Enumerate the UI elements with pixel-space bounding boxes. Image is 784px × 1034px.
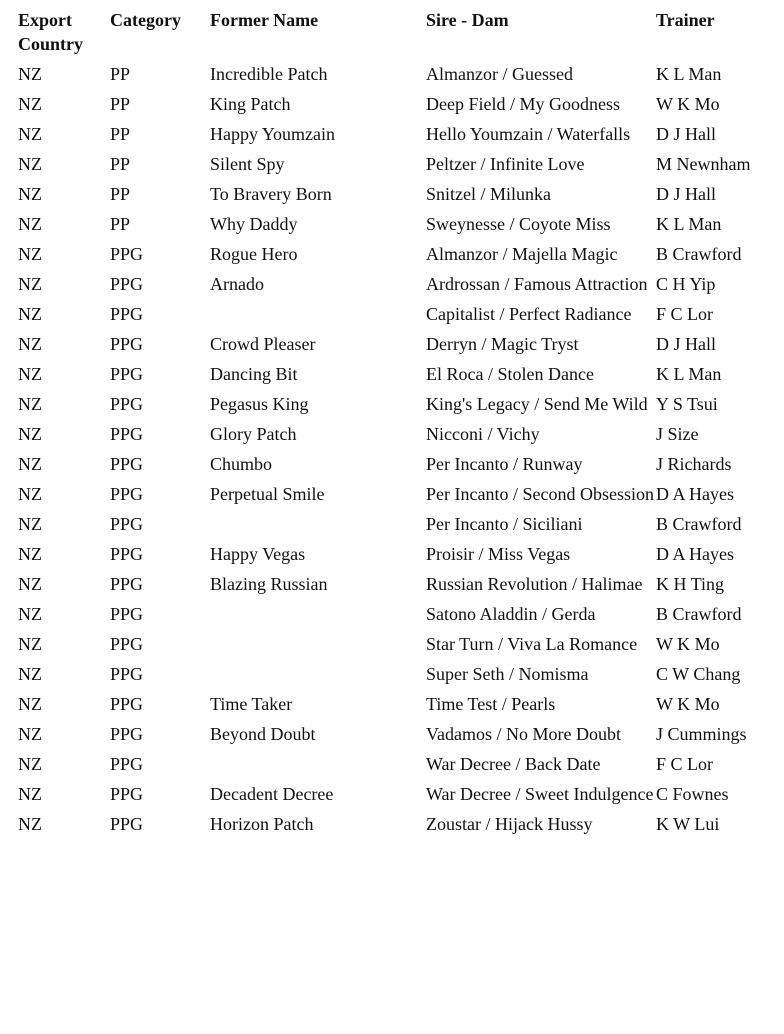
cell-category: PPG <box>110 454 144 474</box>
cell-sire-dam: Russian Revolution / Halimae <box>426 574 643 594</box>
table-row <box>18 692 778 716</box>
cell-trainer: K W Lui <box>656 814 720 834</box>
cell-former-name: Glory Patch <box>210 424 297 444</box>
table-row <box>18 602 778 626</box>
cell-export-country: NZ <box>18 394 42 414</box>
table-row <box>18 452 778 476</box>
cell-sire-dam: Proisir / Miss Vegas <box>426 544 571 564</box>
cell-former-name: Pegasus King <box>210 394 309 414</box>
table-row <box>18 542 778 566</box>
cell-former-name: Chumbo <box>210 454 273 474</box>
cell-trainer: K H Ting <box>656 574 725 594</box>
table-row <box>18 362 778 386</box>
cell-export-country: NZ <box>18 484 42 504</box>
cell-export-country: NZ <box>18 304 42 324</box>
cell-sire-dam: Star Turn / Viva La Romance <box>426 634 638 654</box>
cell-export-country: NZ <box>18 64 42 84</box>
cell-export-country: NZ <box>18 124 42 144</box>
cell-export-country: NZ <box>18 694 42 714</box>
cell-sire-dam: King's Legacy / Send Me Wild <box>426 394 648 414</box>
header-category: Category <box>110 10 181 30</box>
cell-trainer: K L Man <box>656 64 722 84</box>
cell-trainer: Y S Tsui <box>656 394 718 414</box>
cell-category: PPG <box>110 274 144 294</box>
cell-category: PPG <box>110 574 144 594</box>
cell-former-name: Decadent Decree <box>210 784 334 804</box>
cell-sire-dam: Almanzor / Majella Magic <box>426 244 618 264</box>
cell-category: PP <box>110 214 131 234</box>
cell-trainer: F C Lor <box>656 304 714 324</box>
cell-export-country: NZ <box>18 334 42 354</box>
cell-former-name: Rogue Hero <box>210 244 298 264</box>
cell-category: PPG <box>110 364 144 384</box>
cell-sire-dam: Hello Youmzain / Waterfalls <box>426 124 631 144</box>
cell-category: PP <box>110 124 131 144</box>
cell-trainer: W K Mo <box>656 694 720 714</box>
table-row <box>18 332 778 356</box>
table-row <box>18 512 778 536</box>
table-row <box>18 812 778 836</box>
table-row <box>18 722 778 746</box>
cell-former-name: To Bravery Born <box>210 184 332 204</box>
cell-export-country: NZ <box>18 664 42 684</box>
cell-category: PPG <box>110 334 144 354</box>
cell-sire-dam: Sweynesse / Coyote Miss <box>426 214 611 234</box>
cell-former-name: Silent Spy <box>210 154 285 174</box>
cell-trainer: C Fownes <box>656 784 729 804</box>
cell-category: PPG <box>110 784 144 804</box>
cell-sire-dam: Per Incanto / Runway <box>426 454 583 474</box>
cell-export-country: NZ <box>18 154 42 174</box>
cell-sire-dam: Per Incanto / Siciliani <box>426 514 583 534</box>
cell-former-name: Horizon Patch <box>210 814 314 834</box>
header-export-country: Export Country <box>18 10 84 54</box>
cell-category: PPG <box>110 424 144 444</box>
cell-sire-dam: Vadamos / No More Doubt <box>426 724 621 744</box>
cell-export-country: NZ <box>18 184 42 204</box>
cell-category: PPG <box>110 244 144 264</box>
table-row <box>18 92 778 116</box>
cell-sire-dam: Ardrossan / Famous Attraction <box>426 274 648 294</box>
cell-category: PPG <box>110 604 144 624</box>
cell-former-name: Time Taker <box>210 694 293 714</box>
cell-category: PP <box>110 184 131 204</box>
table-row <box>18 662 778 686</box>
cell-trainer: B Crawford <box>656 604 742 624</box>
cell-export-country: NZ <box>18 514 42 534</box>
cell-category: PPG <box>110 634 144 654</box>
table-row <box>18 212 778 236</box>
cell-sire-dam: Time Test / Pearls <box>426 694 556 714</box>
cell-trainer: K L Man <box>656 214 722 234</box>
table-row <box>18 242 778 266</box>
cell-trainer: J Size <box>656 424 699 444</box>
cell-former-name: Crowd Pleaser <box>210 334 316 354</box>
horse-import-table <box>18 8 778 842</box>
cell-trainer: C H Yip <box>656 274 716 294</box>
cell-trainer: D J Hall <box>656 124 716 144</box>
cell-former-name: Dancing Bit <box>210 364 298 384</box>
cell-export-country: NZ <box>18 574 42 594</box>
cell-trainer: C W Chang <box>656 664 741 684</box>
cell-category: PPG <box>110 304 144 324</box>
cell-export-country: NZ <box>18 274 42 294</box>
cell-category: PPG <box>110 514 144 534</box>
cell-trainer: J Richards <box>656 454 732 474</box>
cell-category: PPG <box>110 694 144 714</box>
cell-sire-dam: Deep Field / My Goodness <box>426 94 620 114</box>
table-row <box>18 152 778 176</box>
cell-trainer: W K Mo <box>656 94 720 114</box>
cell-former-name: Why Daddy <box>210 214 298 234</box>
cell-sire-dam: Per Incanto / Second Obsession <box>426 484 654 504</box>
cell-export-country: NZ <box>18 784 42 804</box>
cell-sire-dam: Capitalist / Perfect Radiance <box>426 304 632 324</box>
cell-export-country: NZ <box>18 424 42 444</box>
cell-export-country: NZ <box>18 604 42 624</box>
cell-category: PP <box>110 154 131 174</box>
cell-export-country: NZ <box>18 724 42 744</box>
table-row <box>18 302 778 326</box>
cell-export-country: NZ <box>18 94 42 114</box>
cell-trainer: K L Man <box>656 364 722 384</box>
cell-trainer: D A Hayes <box>656 544 734 564</box>
cell-former-name: King Patch <box>210 94 291 114</box>
header-sire-dam: Sire - Dam <box>426 10 509 30</box>
header-trainer: Trainer <box>656 10 715 30</box>
cell-former-name: Arnado <box>210 274 264 294</box>
cell-former-name: Blazing Russian <box>210 574 328 594</box>
cell-category: PPG <box>110 394 144 414</box>
cell-trainer: D J Hall <box>656 184 716 204</box>
table-row <box>18 572 778 596</box>
cell-trainer: B Crawford <box>656 244 742 264</box>
cell-sire-dam: War Decree / Back Date <box>426 754 601 774</box>
table-row <box>18 422 778 446</box>
table-row <box>18 632 778 656</box>
cell-former-name: Happy Vegas <box>210 544 306 564</box>
cell-category: PPG <box>110 754 144 774</box>
table-header <box>18 8 778 56</box>
table-row <box>18 62 778 86</box>
table-row <box>18 182 778 206</box>
header-former-name: Former Name <box>210 10 319 30</box>
cell-former-name: Happy Youmzain <box>210 124 335 144</box>
cell-sire-dam: Derryn / Magic Tryst <box>426 334 579 354</box>
cell-category: PP <box>110 64 131 84</box>
cell-trainer: W K Mo <box>656 634 720 654</box>
table-row <box>18 392 778 416</box>
cell-category: PPG <box>110 664 144 684</box>
table-row <box>18 482 778 506</box>
cell-export-country: NZ <box>18 454 42 474</box>
cell-sire-dam: War Decree / Sweet Indulgence <box>426 784 654 804</box>
cell-category: PPG <box>110 724 144 744</box>
cell-category: PPG <box>110 484 144 504</box>
cell-trainer: B Crawford <box>656 514 742 534</box>
cell-export-country: NZ <box>18 634 42 654</box>
table-row <box>18 272 778 296</box>
cell-trainer: F C Lor <box>656 754 714 774</box>
cell-export-country: NZ <box>18 544 42 564</box>
cell-trainer: J Cummings <box>656 724 747 744</box>
cell-sire-dam: Snitzel / Milunka <box>426 184 551 204</box>
cell-export-country: NZ <box>18 214 42 234</box>
cell-export-country: NZ <box>18 754 42 774</box>
cell-trainer: D A Hayes <box>656 484 734 504</box>
table-row <box>18 782 778 806</box>
cell-sire-dam: Zoustar / Hijack Hussy <box>426 814 593 834</box>
cell-former-name: Incredible Patch <box>210 64 328 84</box>
cell-former-name: Perpetual Smile <box>210 484 325 504</box>
table-body <box>18 62 778 836</box>
cell-sire-dam: Almanzor / Guessed <box>426 64 573 84</box>
cell-category: PP <box>110 94 131 114</box>
table-row <box>18 752 778 776</box>
cell-sire-dam: Nicconi / Vichy <box>426 424 540 444</box>
cell-former-name: Beyond Doubt <box>210 724 316 744</box>
cell-category: PPG <box>110 814 144 834</box>
cell-trainer: M Newnham <box>656 154 751 174</box>
cell-trainer: D J Hall <box>656 334 716 354</box>
cell-export-country: NZ <box>18 244 42 264</box>
cell-export-country: NZ <box>18 814 42 834</box>
cell-sire-dam: Peltzer / Infinite Love <box>426 154 585 174</box>
cell-export-country: NZ <box>18 364 42 384</box>
cell-sire-dam: El Roca / Stolen Dance <box>426 364 594 384</box>
cell-category: PPG <box>110 544 144 564</box>
cell-sire-dam: Satono Aladdin / Gerda <box>426 604 596 624</box>
cell-sire-dam: Super Seth / Nomisma <box>426 664 589 684</box>
table-row <box>18 122 778 146</box>
